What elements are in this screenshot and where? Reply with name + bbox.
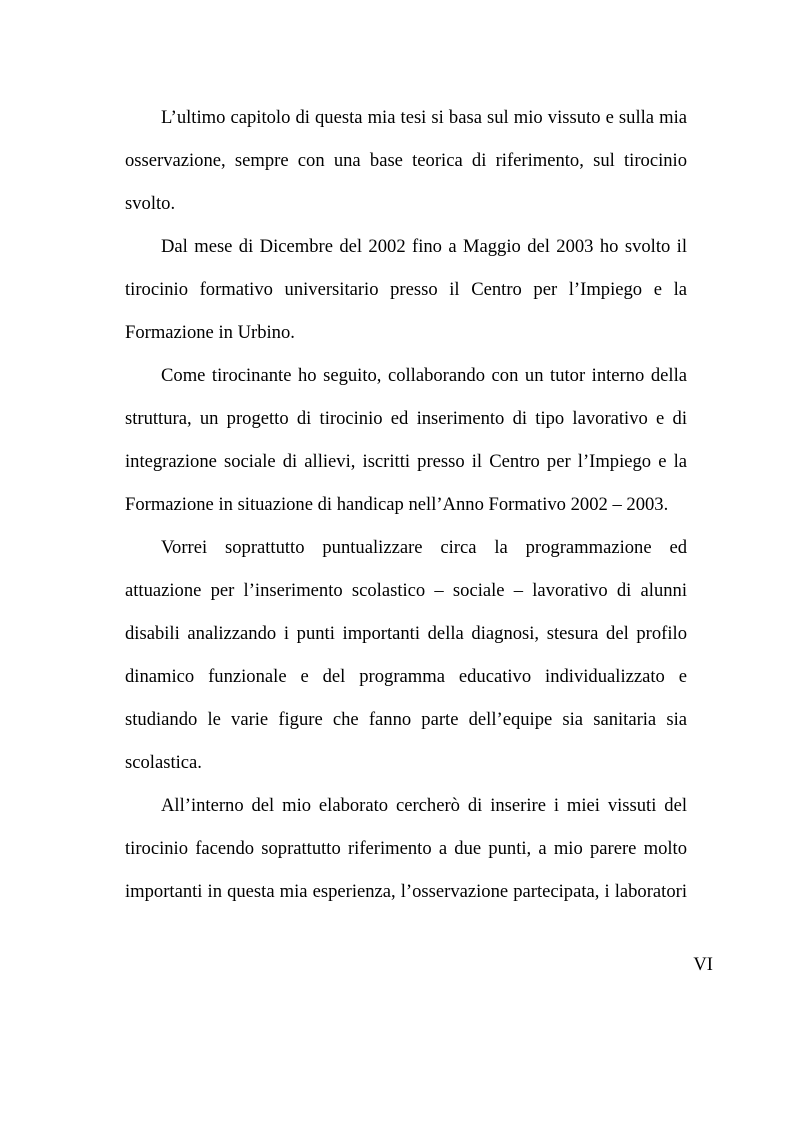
- text-line: Come tirocinante ho seguito, collaborando con un tutor interno della: [161, 365, 687, 386]
- text-line: integrazione sociale di allievi, iscritti presso il Centro per l’Impiego e la: [125, 451, 687, 472]
- text-line: Vorrei soprattutto puntualizzare circa la programmazione ed: [161, 537, 687, 558]
- text-line: tirocinio formativo universitario presso il Centro per l’Impiego e la: [125, 279, 687, 300]
- text-line: Formazione in situazione di handicap nell’Anno Formativo 2002 – 2003.: [125, 494, 669, 515]
- text-line: Formazione in Urbino.: [125, 322, 295, 343]
- text-line: osservazione, sempre con una base teorica di riferimento, sul tirocinio: [125, 150, 687, 171]
- text-line: Dal mese di Dicembre del 2002 fino a Maggio del 2003 ho svolto il: [161, 236, 687, 257]
- page-number: VI: [693, 954, 713, 975]
- text-line: svolto.: [125, 193, 176, 214]
- text-line: attuazione per l’inserimento scolastico – sociale – lavorativo di alunni: [125, 580, 687, 601]
- text-line: All’interno del mio elaborato cercherò di inserire i miei vissuti del: [161, 795, 687, 816]
- text-line: L’ultimo capitolo di questa mia tesi si basa sul mio vissuto e sulla mia: [161, 107, 687, 128]
- text-line: tirocinio facendo soprattutto riferimento a due punti, a mio parere molto: [125, 838, 687, 859]
- text-line: disabili analizzando i punti importanti della diagnosi, stesura del profilo: [125, 623, 687, 644]
- text-line: dinamico funzionale e del programma educativo individualizzato e: [125, 666, 687, 687]
- text-line: scolastica.: [125, 752, 202, 773]
- text-line: importanti in questa mia esperienza, l’osservazione partecipata, i laboratori: [125, 881, 687, 902]
- text-line: struttura, un progetto di tirocinio ed inserimento di tipo lavorativo e di: [125, 408, 687, 429]
- text-line: studiando le varie figure che fanno parte dell’equipe sia sanitaria sia: [125, 709, 687, 730]
